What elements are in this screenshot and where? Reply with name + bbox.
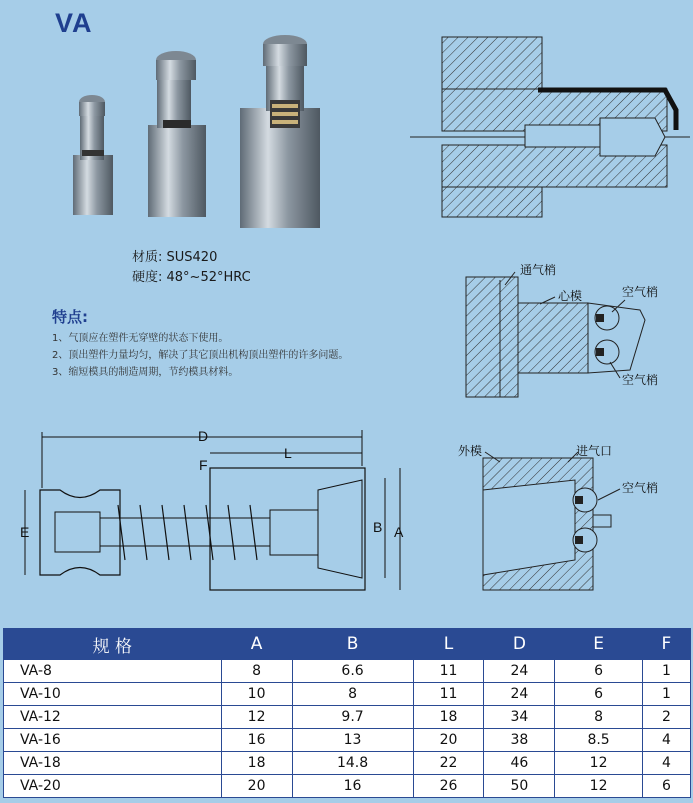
table-cell: 8 <box>555 706 643 729</box>
dimension-drawing <box>20 428 404 590</box>
table-cell: VA-10 <box>4 683 222 706</box>
table-cell: 16 <box>292 775 413 798</box>
col-A: A <box>221 629 292 660</box>
mold-section-diagram <box>410 37 690 217</box>
product-title: VA <box>55 8 93 38</box>
table-cell: 6.6 <box>292 660 413 683</box>
features-heading: 特点: <box>52 308 88 326</box>
table-row <box>4 752 691 775</box>
label-air-pin-bottom: 空气梢 <box>622 373 659 387</box>
table-cell: 10 <box>221 683 292 706</box>
dim-D: D <box>198 428 209 444</box>
table-cell: 11 <box>413 683 484 706</box>
label-air-pin-right: 空气梢 <box>622 481 659 495</box>
label-air-inlet: 进气口 <box>576 444 613 458</box>
table-cell: VA-16 <box>4 729 222 752</box>
label-core-mold: 心模 <box>558 289 583 303</box>
table-cell: 22 <box>413 752 484 775</box>
table-cell: 12 <box>555 752 643 775</box>
table-cell: 2 <box>642 706 690 729</box>
table-cell: 4 <box>642 729 690 752</box>
table-cell: 9.7 <box>292 706 413 729</box>
col-L: L <box>413 629 484 660</box>
table-cell: 24 <box>484 660 555 683</box>
table-cell: 13 <box>292 729 413 752</box>
table-row <box>4 683 691 706</box>
dim-A: A <box>394 524 404 540</box>
table-cell: 8 <box>292 683 413 706</box>
col-spec: 规 格 <box>4 629 222 660</box>
table-cell: 16 <box>221 729 292 752</box>
table-cell: 4 <box>642 752 690 775</box>
table-row <box>4 706 691 729</box>
table-cell: 24 <box>484 683 555 706</box>
table-cell: 6 <box>555 660 643 683</box>
table-cell: 12 <box>555 775 643 798</box>
vent-pin-diagram <box>466 262 658 397</box>
table-cell: 1 <box>642 683 690 706</box>
table-cell: 46 <box>484 752 555 775</box>
product-photo-small <box>73 95 113 215</box>
dim-L: L <box>284 445 292 461</box>
spec-block <box>132 248 251 288</box>
table-row <box>4 729 691 752</box>
hardness-text: 硬度: 48°~52°HRC <box>132 270 251 285</box>
table-cell: 8 <box>221 660 292 683</box>
table-cell: 8.5 <box>555 729 643 752</box>
product-photo-large <box>240 35 320 228</box>
table-cell: VA-8 <box>4 660 222 683</box>
table-cell: 1 <box>642 660 690 683</box>
table-cell: 38 <box>484 729 555 752</box>
table-cell: 18 <box>221 752 292 775</box>
outer-mold-diagram <box>458 443 658 590</box>
table-header-row <box>4 629 691 660</box>
feature-item: 3、缩短模具的制造周期，节约模具材料。 <box>52 367 239 378</box>
table-cell: 50 <box>484 775 555 798</box>
table-cell: VA-12 <box>4 706 222 729</box>
table-cell: 14.8 <box>292 752 413 775</box>
col-E: E <box>555 629 643 660</box>
table-cell: 11 <box>413 660 484 683</box>
table-cell: 12 <box>221 706 292 729</box>
table-cell: 6 <box>555 683 643 706</box>
label-air-pin-top: 空气梢 <box>622 285 659 299</box>
table-cell: 18 <box>413 706 484 729</box>
spec-table <box>3 628 691 798</box>
label-outer-mold: 外模 <box>458 444 483 458</box>
table-cell: VA-20 <box>4 775 222 798</box>
col-B: B <box>292 629 413 660</box>
product-photo-medium <box>148 51 206 217</box>
table-cell: 20 <box>413 729 484 752</box>
dim-F: F <box>199 457 208 473</box>
table-cell: 6 <box>642 775 690 798</box>
label-vent-pin: 通气梢 <box>520 263 557 277</box>
table-row <box>4 775 691 798</box>
feature-item: 1、气顶应在塑件无穿壁的状态下使用。 <box>52 333 229 344</box>
dim-E: E <box>20 524 30 540</box>
dim-B: B <box>373 519 383 535</box>
features-list <box>52 330 348 381</box>
col-F: F <box>642 629 690 660</box>
table-cell: VA-18 <box>4 752 222 775</box>
col-D: D <box>484 629 555 660</box>
material-text: 材质: SUS420 <box>132 250 218 265</box>
table-cell: 34 <box>484 706 555 729</box>
table-cell: 20 <box>221 775 292 798</box>
feature-item: 2、顶出塑件力量均匀，解决了其它顶出机构顶出塑件的许多问题。 <box>52 350 349 361</box>
table-body <box>4 660 691 798</box>
table-cell: 26 <box>413 775 484 798</box>
table-row <box>4 660 691 683</box>
